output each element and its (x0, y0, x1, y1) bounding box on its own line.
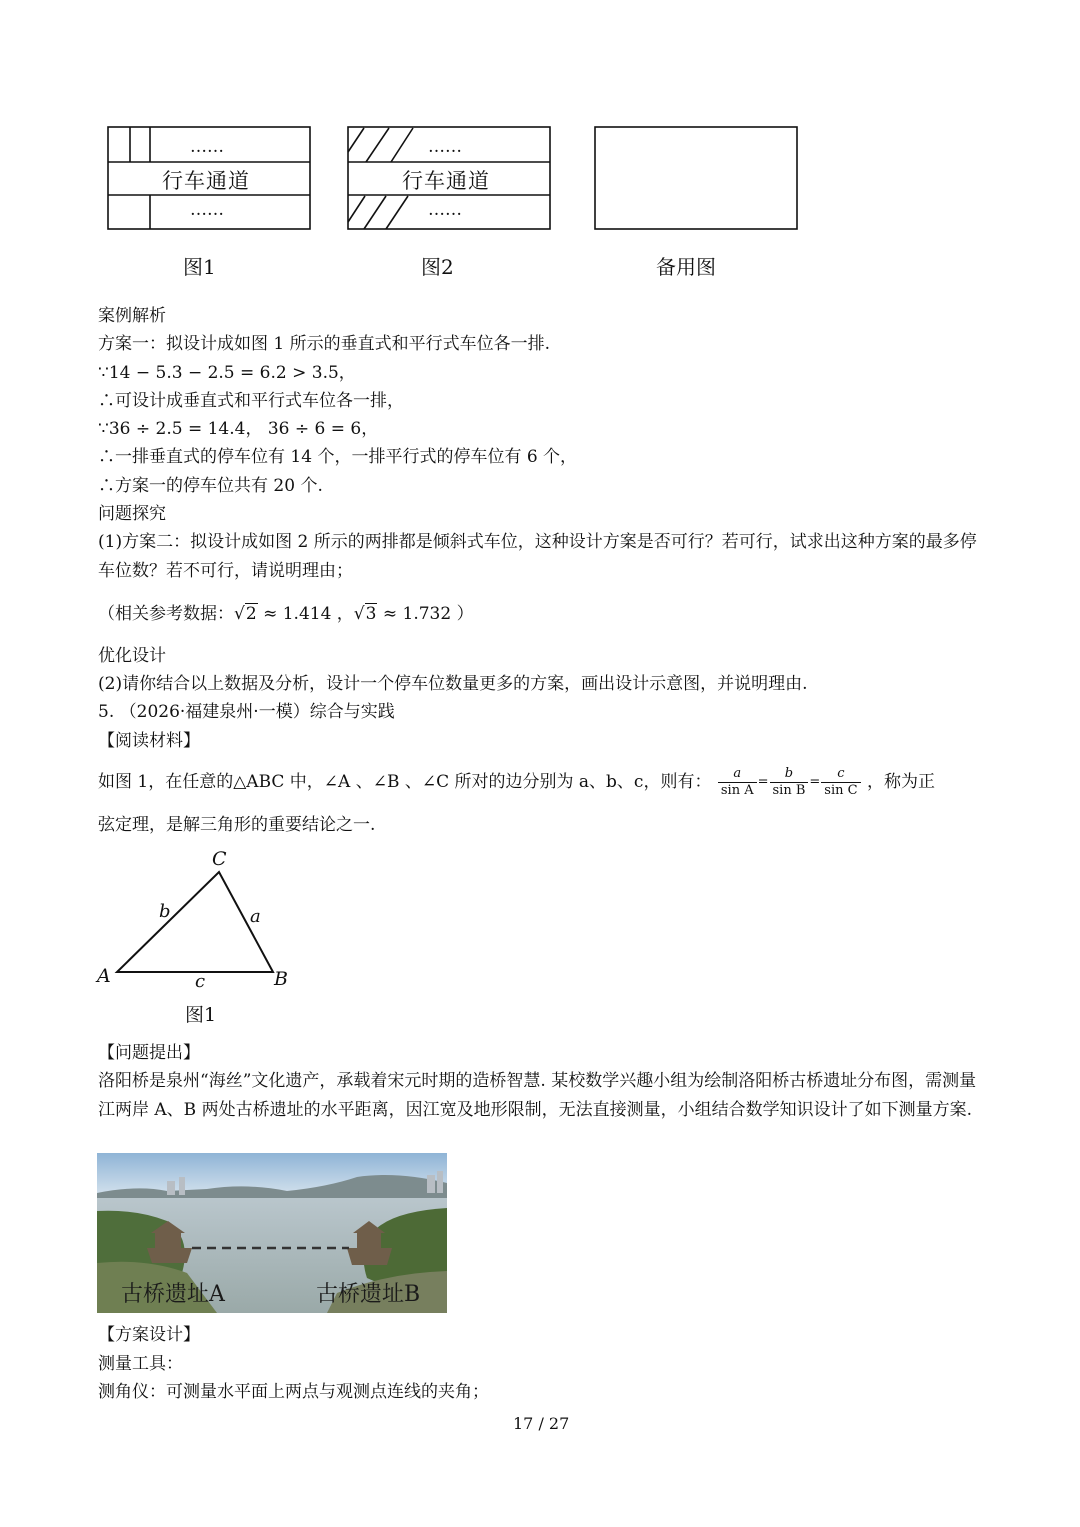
reading-intro: 如图 1，在任意的△ABC 中，∠A 、∠B 、∠C 所对的边分别为 a、b、c，则有： (98, 772, 712, 792)
sqrt-2: √2 (234, 604, 257, 624)
problem-explore-heading: 问题探究 (98, 504, 166, 524)
sqrt-2-value: ≈ 1.414 ， (257, 604, 354, 624)
spare-figure-frame (595, 127, 797, 229)
side-b-label: b (159, 901, 171, 922)
sqrt-3: √3 (353, 604, 377, 624)
parking-figures (0, 0, 1080, 240)
case-line-4: ∵36 ÷ 2.5 = 14.4， 36 ÷ 6 = 6， (98, 419, 379, 439)
fig1-dots-top: …… (190, 137, 224, 157)
design-heading: 【方案设计】 (98, 1325, 200, 1345)
reading-heading: 【阅读材料】 (98, 731, 200, 751)
fig1-lane-label: 行车通道 (162, 169, 250, 193)
side-a-label: a (250, 906, 261, 927)
case-line-1: 方案一：拟设计成如图 1 所示的垂直式和平行式车位各一排. (98, 334, 551, 354)
reference-data (98, 603, 474, 625)
vertex-c-label: C (212, 848, 227, 870)
spare-figure-caption: 备用图 (656, 255, 716, 279)
fig1-caption: 图1 (183, 255, 216, 279)
sine-law-statement (98, 764, 935, 801)
q5-title: 5. （2026·福建泉州·一模）综合与实践 (98, 702, 395, 722)
fig2-dots-top: …… (428, 137, 462, 157)
fraction-c: $\frac{c}{\text{sin C}}$ (821, 766, 860, 799)
fraction-a: $\frac{a}{\text{sin A}}$ (718, 766, 757, 799)
equals-sign: = (809, 774, 821, 790)
case-analysis-heading: 案例解析 (98, 306, 166, 326)
reading-line-2: 弦定理，是解三角形的重要结论之一. (98, 815, 376, 835)
problem-heading: 【问题提出】 (98, 1043, 200, 1063)
triangle-caption: 图1 (185, 1004, 217, 1026)
fig2-dots-bottom: …… (428, 200, 462, 220)
reference-prefix: （相关参考数据： (98, 604, 234, 624)
vertex-b-label: B (274, 968, 288, 990)
page-number: 17 / 27 (513, 1414, 570, 1433)
reading-tail: ，称为正 (866, 772, 935, 792)
tools-label: 测量工具： (98, 1354, 183, 1374)
fig2-caption: 图2 (421, 255, 454, 279)
vertex-a-label: A (97, 965, 111, 987)
fraction-b: $\frac{b}{\text{sin B}}$ (770, 766, 809, 799)
problem-text: 洛阳桥是泉州“海丝”文化遗产，承载着宋元时期的造桥智慧. 某校数学兴趣小组为绘制洛阳桥古桥遗址分布图，需测量江两岸 A、B 两处古桥遗址的水平距离，因江宽及地形限制，无法直接测量，小组结合数学知识设计了如下测量方案. (98, 1071, 977, 1120)
case-line-3: ∴可设计成垂直式和平行式车位各一排， (98, 391, 404, 411)
case-line-6: ∴方案一的停车位共有 20 个. (98, 476, 323, 496)
question-2: (2)请你结合以上数据及分析，设计一个停车位数量更多的方案，画出设计示意图，并说明理由. (98, 674, 808, 694)
sqrt-3-value: ≈ 1.732 ） (377, 604, 474, 624)
side-c-label: c (195, 971, 206, 992)
equals-sign: = (757, 774, 769, 790)
optimize-heading: 优化设计 (98, 646, 166, 666)
photo-label-a: 古桥遗址A (121, 1282, 225, 1307)
case-line-2: ∵14 − 5.3 − 2.5 = 6.2 > 3.5， (98, 363, 356, 383)
question-1: (1)方案二：拟设计成如图 2 所示的两排都是倾斜式车位，这种设计方案是否可行？若可行，试求出这种方案的最多停车位数？若不可行，请说明理由； (98, 532, 977, 581)
photo-label-b: 古桥遗址B (316, 1282, 421, 1307)
tool-1: 测角仪：可测量水平面上两点与观测点连线的夹角； (98, 1382, 489, 1402)
case-line-5: ∴一排垂直式的停车位有 14 个，一排平行式的停车位有 6 个， (98, 447, 578, 467)
fig1-dots-bottom: …… (190, 200, 224, 220)
fig2-lane-label: 行车通道 (402, 169, 490, 193)
